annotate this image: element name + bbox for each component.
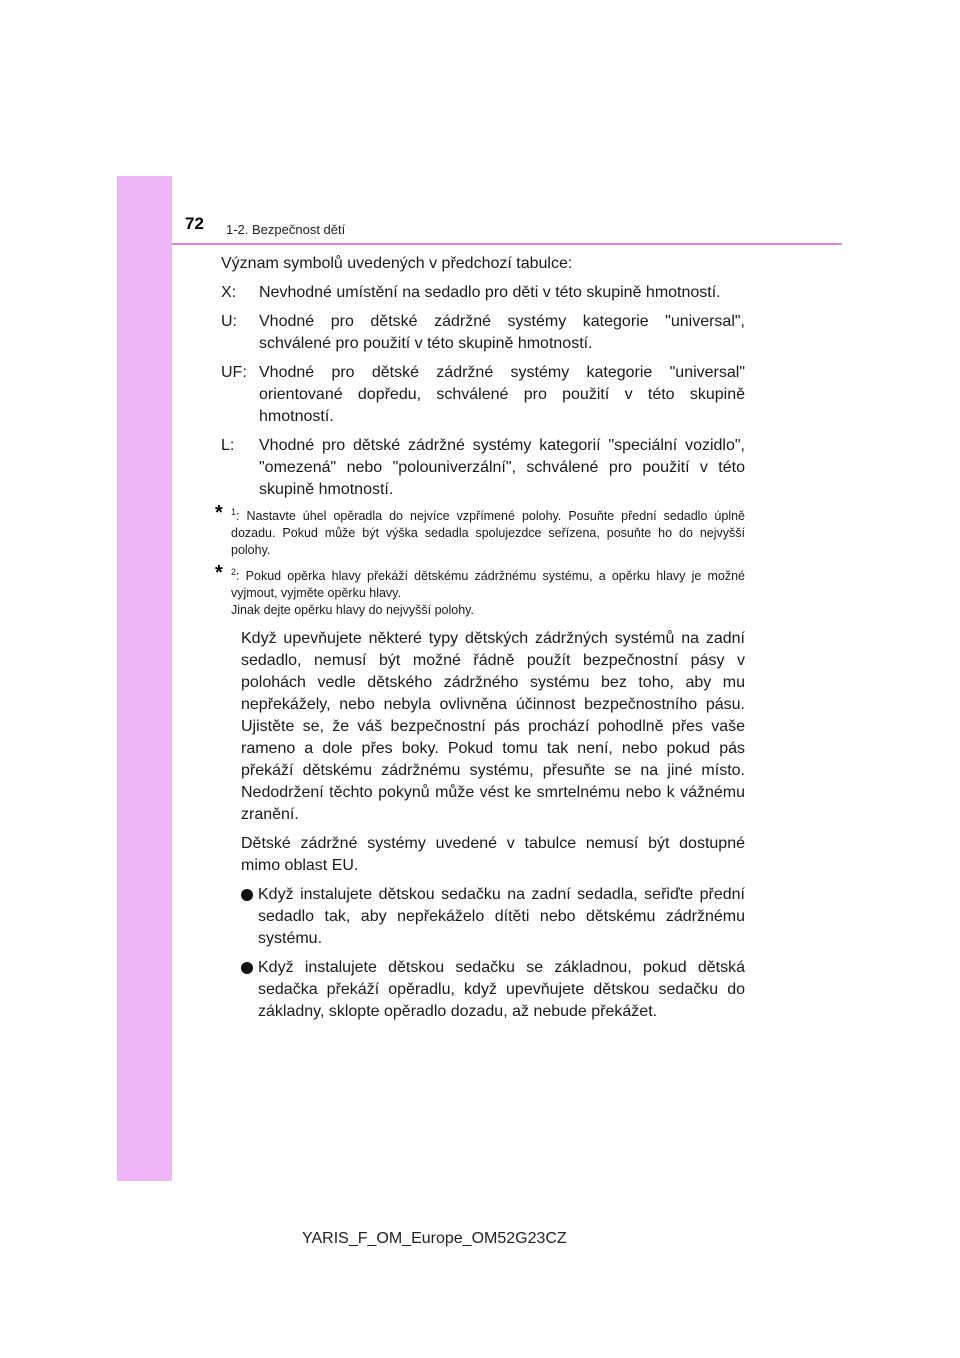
side-color-band bbox=[117, 176, 172, 1181]
header-divider bbox=[172, 243, 842, 245]
definition-u bbox=[217, 311, 745, 355]
page-content bbox=[217, 253, 745, 1030]
definition-key: U: bbox=[221, 313, 237, 330]
definition-key: L: bbox=[221, 437, 235, 454]
document-footer: YARIS_F_OM_Europe_OM52G23CZ bbox=[302, 1230, 567, 1247]
bullet-text: Když instalujete dětskou sedačku se základnou, pokud dětská sedačka překáží opěradlu, když upevňujete dětskou sedačku do základny, sklopte opěradlo dozadu, až nebude překážet. bbox=[258, 959, 745, 1020]
definition-text: Vhodné pro dětské zádržné systémy kategorií "speciální vozidlo", "omezená" nebo "polouniverzální", schválené pro použití v této skupině hmotností. bbox=[259, 437, 745, 498]
asterisk-icon: * bbox=[215, 562, 223, 584]
symbols-intro: Význam symbolů uvedených v předchozí tabulce: bbox=[221, 255, 573, 272]
definition-l bbox=[217, 435, 745, 501]
definition-text: Vhodné pro dětské zádržné systémy kategorie "universal" orientované dopředu, schválené pro použití v této skupině hmotností. bbox=[259, 364, 745, 425]
definition-key: X: bbox=[221, 284, 237, 301]
footnote-2 bbox=[215, 562, 745, 619]
bullet-text: Když instalujete dětskou sedačku na zadní sedadla, seřiďte přední sedadlo tak, aby nepřekáželo dítěti nebo dětskému zádržnému systému. bbox=[258, 886, 745, 947]
footnote-number: 2 bbox=[231, 566, 237, 577]
seatbelt-paragraph: Když upevňujete některé typy dětských zádržných systémů na zadní sedadlo, nemusí být možné řádně použít bezpečnostní pásy v polohách vedle dětského zádržného systému bez toho, aby mu nepřekážely, nebo nebyla ovlivněna účinnost bezpečnostního pásu. Ujistěte se, že váš bezpečnostní pás prochází pohodlně přes vaše rameno a dole přes boky. Pokud tomu tak není, nebo pokud pás překáží dětskému zádržnému systému, přesuňte se na jiné místo. Nedodržení těchto pokynů může vést ke smrtelnému nebo k vážnému zranění. bbox=[241, 630, 745, 823]
page-number: 72 bbox=[185, 214, 204, 233]
definition-uf bbox=[217, 362, 745, 428]
section-title: 1-2. Bezpečnost dětí bbox=[226, 222, 346, 237]
definition-x bbox=[217, 282, 745, 304]
definition-text: Nevhodné umístění na sedadlo pro děti v této skupině hmotností. bbox=[259, 284, 721, 301]
bullet-icon bbox=[241, 962, 253, 974]
footnote-text: : Nastavte úhel opěradla do nejvíce vzpřímené polohy. Posuňte přední sedadlo úplně dozadu. Pokud může být výška sedadla spolujezdce seřízena, posuňte ho do nejvyšší polohy. bbox=[231, 509, 745, 557]
definition-key: UF: bbox=[221, 364, 247, 381]
asterisk-icon: * bbox=[215, 502, 223, 524]
bullet-item bbox=[241, 884, 745, 950]
bullet-item bbox=[241, 957, 745, 1023]
footnote-text: : Pokud opěrka hlavy překáží dětskému zádržnému systému, a opěrku hlavy je možné vyjmout, vyjměte opěrku hlavy. bbox=[231, 569, 745, 600]
footnote-number: 1 bbox=[231, 506, 237, 517]
footnote-text-continued: Jinak dejte opěrku hlavy do nejvyšší polohy. bbox=[231, 603, 474, 617]
bullet-icon bbox=[241, 889, 253, 901]
definition-text: Vhodné pro dětské zádržné systémy kategorie "universal", schválené pro použití v této skupině hmotností. bbox=[259, 313, 745, 352]
availability-paragraph: Dětské zádržné systémy uvedené v tabulce nemusí být dostupné mimo oblast EU. bbox=[241, 835, 745, 874]
footnote-1 bbox=[215, 502, 745, 559]
